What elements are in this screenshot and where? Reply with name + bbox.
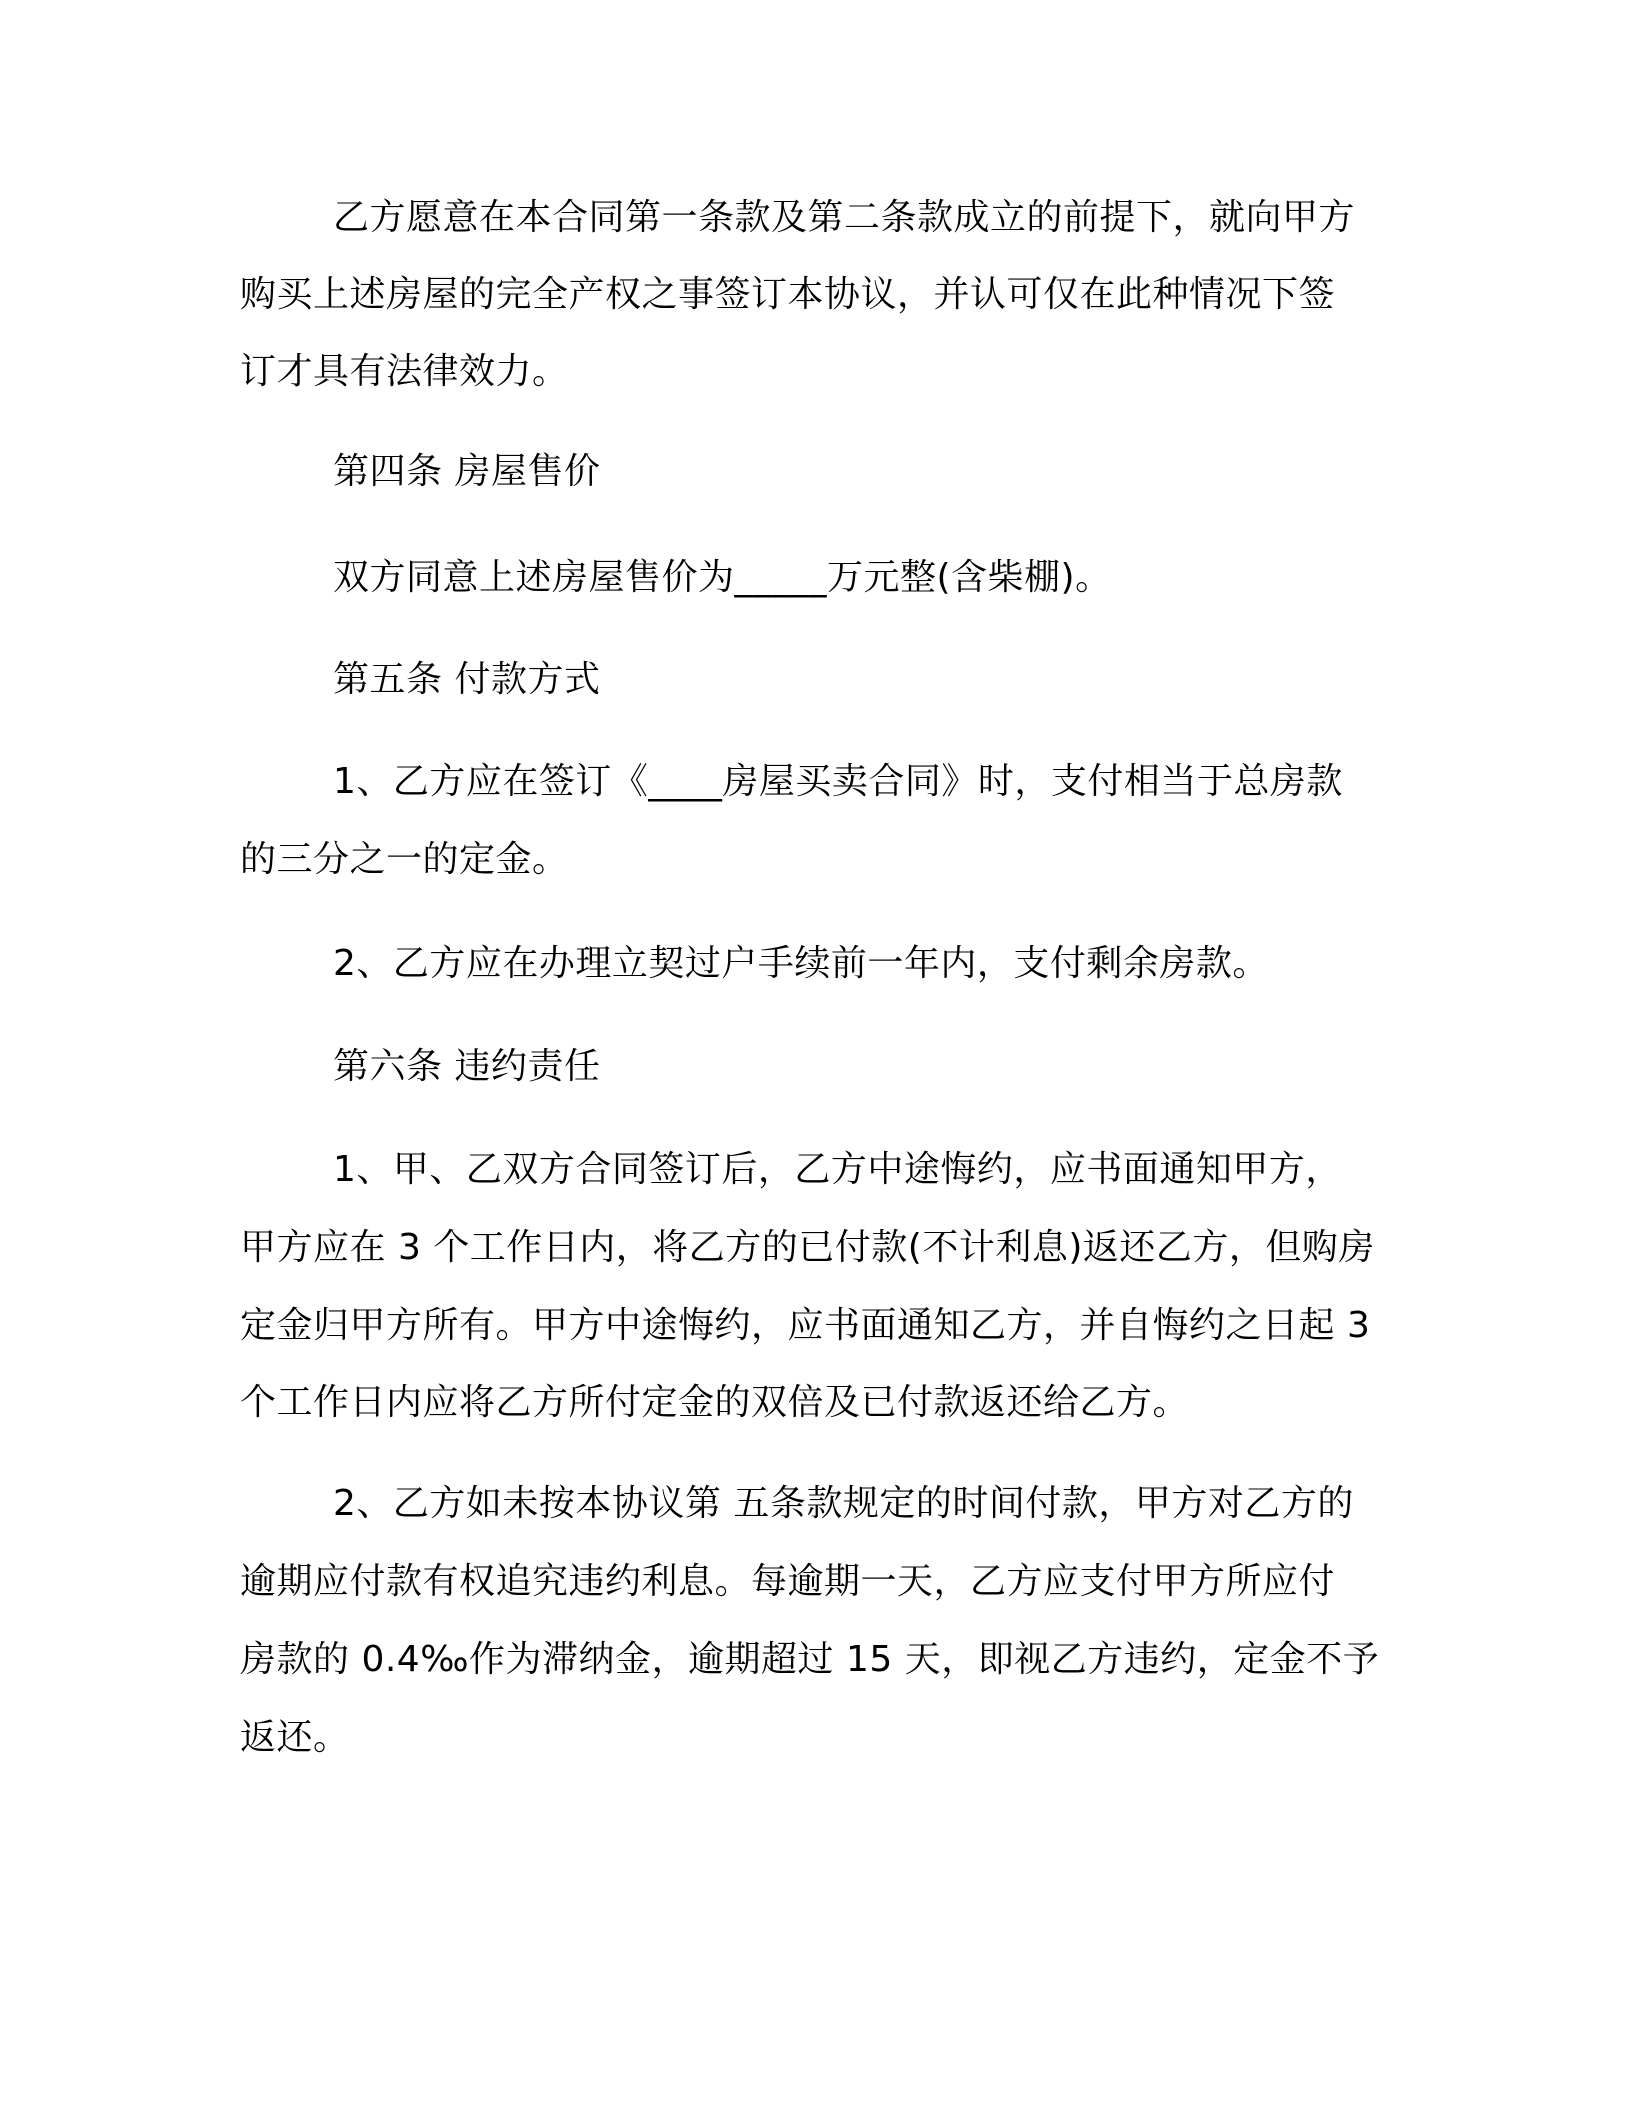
body-text-line: 乙方愿意在本合同第一条款及第二条款成立的前提下，就向甲方 — [333, 197, 1356, 238]
section-heading: 第四条 房屋售价 — [333, 451, 601, 492]
body-text-line: 甲方应在 3 个工作日内，将乙方的已付款(不计利息)返还乙方，但购房 — [240, 1227, 1375, 1268]
body-text-line: 购买上述房屋的完全产权之事签订本协议，并认可仅在此种情况下签 — [240, 274, 1336, 315]
section-heading: 第五条 付款方式 — [333, 659, 601, 700]
body-text-line: 1、甲、乙双方合同签订后，乙方中途悔约，应书面通知甲方， — [333, 1149, 1342, 1190]
body-text-line: 双方同意上述房屋售价为_____万元整(含柴棚)。 — [333, 557, 1112, 598]
body-text-line: 订才具有法律效力。 — [240, 351, 569, 392]
body-text-line: 定金归甲方所有。甲方中途悔约，应书面通知乙方，并自悔约之日起 3 — [240, 1305, 1371, 1346]
section-heading: 第六条 违约责任 — [333, 1046, 601, 1087]
body-text-line: 1、乙方应在签订《____房屋买卖合同》时，支付相当于总房款 — [333, 761, 1343, 802]
body-text-line: 房款的 0.4‰作为滞纳金，逾期超过 15 天，即视乙方违约，定金不予 — [240, 1639, 1380, 1680]
body-text-line: 返还。 — [240, 1717, 350, 1758]
body-text-line: 2、乙方应在办理立契过户手续前一年内，支付剩余房款。 — [333, 943, 1269, 984]
body-text-line: 的三分之一的定金。 — [240, 839, 569, 880]
body-text-line: 个工作日内应将乙方所付定金的双倍及已付款返还给乙方。 — [240, 1382, 1190, 1423]
body-text-line: 逾期应付款有权追究违约利息。每逾期一天，乙方应支付甲方所应付 — [240, 1561, 1336, 1602]
body-text-line: 2、乙方如未按本协议第 五条款规定的时间付款，甲方对乙方的 — [333, 1483, 1354, 1524]
